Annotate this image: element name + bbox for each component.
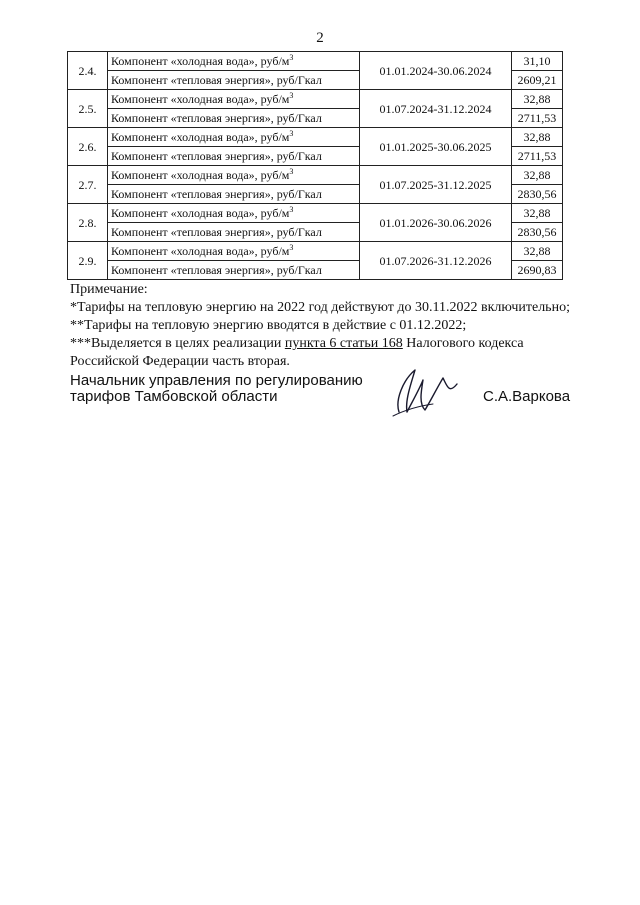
notes-section — [70, 281, 570, 371]
cold-water-component-label: Компонент «холодная вода», руб/$м^3$ — [108, 90, 360, 109]
note-2: **Тарифы на тепловую энергию вводятся в действие с 01.12.2022; — [70, 318, 467, 333]
table-row — [68, 90, 563, 109]
heat-energy-tariff-value: 2830,56 — [512, 185, 563, 204]
heat-energy-tariff-value: 2711,53 — [512, 147, 563, 166]
validity-period: 01.07.2025-31.12.2025 — [360, 166, 512, 204]
validity-period: 01.07.2024-31.12.2024 — [360, 90, 512, 128]
signer-position-line-2: тарифов Тамбовской области — [70, 388, 278, 405]
page-number: 2 — [316, 30, 324, 46]
heat-energy-component-label: Компонент «тепловая энергия», руб/Гкал — [108, 147, 360, 166]
cold-water-component-label: Компонент «холодная вода», руб/$м^3$ — [108, 166, 360, 185]
unit-superscript: 3 — [289, 167, 294, 176]
validity-period: 01.01.2025-30.06.2025 — [360, 128, 512, 166]
heat-energy-component-label: Компонент «тепловая энергия», руб/Гкал — [108, 261, 360, 280]
table-row — [68, 204, 563, 223]
validity-period: 01.07.2026-31.12.2026 — [360, 242, 512, 280]
validity-period: 01.01.2024-30.06.2024 — [360, 52, 512, 90]
note-3-suffix: Налогового кодекса Российской Федерации часть вторая. — [70, 336, 524, 369]
row-number: 2.9. — [68, 242, 108, 280]
unit-superscript: 3 — [289, 53, 294, 62]
table-row — [68, 166, 563, 185]
unit-superscript: 3 — [289, 91, 294, 100]
signer-position — [70, 373, 363, 405]
cold-water-tariff-value: 32,88 — [512, 204, 563, 223]
signer-position-line-1: Начальник управления по регулированию — [70, 372, 363, 389]
handwritten-signature — [385, 360, 465, 420]
heat-energy-tariff-value: 2711,53 — [512, 109, 563, 128]
note-3-prefix: ***Выделяется в целях реализации — [70, 336, 285, 351]
unit-superscript: 3 — [289, 129, 294, 138]
note-3 — [70, 335, 570, 371]
heat-energy-component-label: Компонент «тепловая энергия», руб/Гкал — [108, 223, 360, 242]
signer-name: С.А.Варкова — [483, 388, 571, 405]
cold-water-component-label: Компонент «холодная вода», руб/$м^3$ — [108, 128, 360, 147]
row-number: 2.7. — [68, 166, 108, 204]
cold-water-component-label: Компонент «холодная вода», руб/$м^3$ — [108, 52, 360, 71]
note-1: *Тарифы на тепловую энергию на 2022 год действуют до 30.11.2022 включительно; — [70, 300, 570, 315]
row-number: 2.5. — [68, 90, 108, 128]
tariff-table-body — [68, 52, 563, 280]
cold-water-tariff-value: 32,88 — [512, 166, 563, 185]
table-row — [68, 52, 563, 71]
table-row — [68, 242, 563, 261]
table-row — [68, 128, 563, 147]
row-number: 2.6. — [68, 128, 108, 166]
heat-energy-component-label: Компонент «тепловая энергия», руб/Гкал — [108, 185, 360, 204]
validity-period: 01.01.2026-30.06.2026 — [360, 204, 512, 242]
tariff-table — [67, 51, 563, 280]
cold-water-tariff-value: 32,88 — [512, 128, 563, 147]
cold-water-tariff-value: 32,88 — [512, 90, 563, 109]
heat-energy-tariff-value: 2609,21 — [512, 71, 563, 90]
cold-water-tariff-value: 32,88 — [512, 242, 563, 261]
notes-heading: Примечание: — [70, 282, 148, 297]
heat-energy-tariff-value: 2690,83 — [512, 261, 563, 280]
unit-superscript: 3 — [289, 205, 294, 214]
unit-superscript: 3 — [289, 243, 294, 252]
heat-energy-component-label: Компонент «тепловая энергия», руб/Гкал — [108, 71, 360, 90]
cold-water-component-label: Компонент «холодная вода», руб/$м^3$ — [108, 242, 360, 261]
row-number: 2.8. — [68, 204, 108, 242]
cold-water-tariff-value: 31,10 — [512, 52, 563, 71]
cold-water-component-label: Компонент «холодная вода», руб/$м^3$ — [108, 204, 360, 223]
heat-energy-component-label: Компонент «тепловая энергия», руб/Гкал — [108, 109, 360, 128]
row-number: 2.4. — [68, 52, 108, 90]
heat-energy-tariff-value: 2830,56 — [512, 223, 563, 242]
legal-reference-link[interactable]: пункта 6 статьи 168 — [284, 336, 403, 351]
